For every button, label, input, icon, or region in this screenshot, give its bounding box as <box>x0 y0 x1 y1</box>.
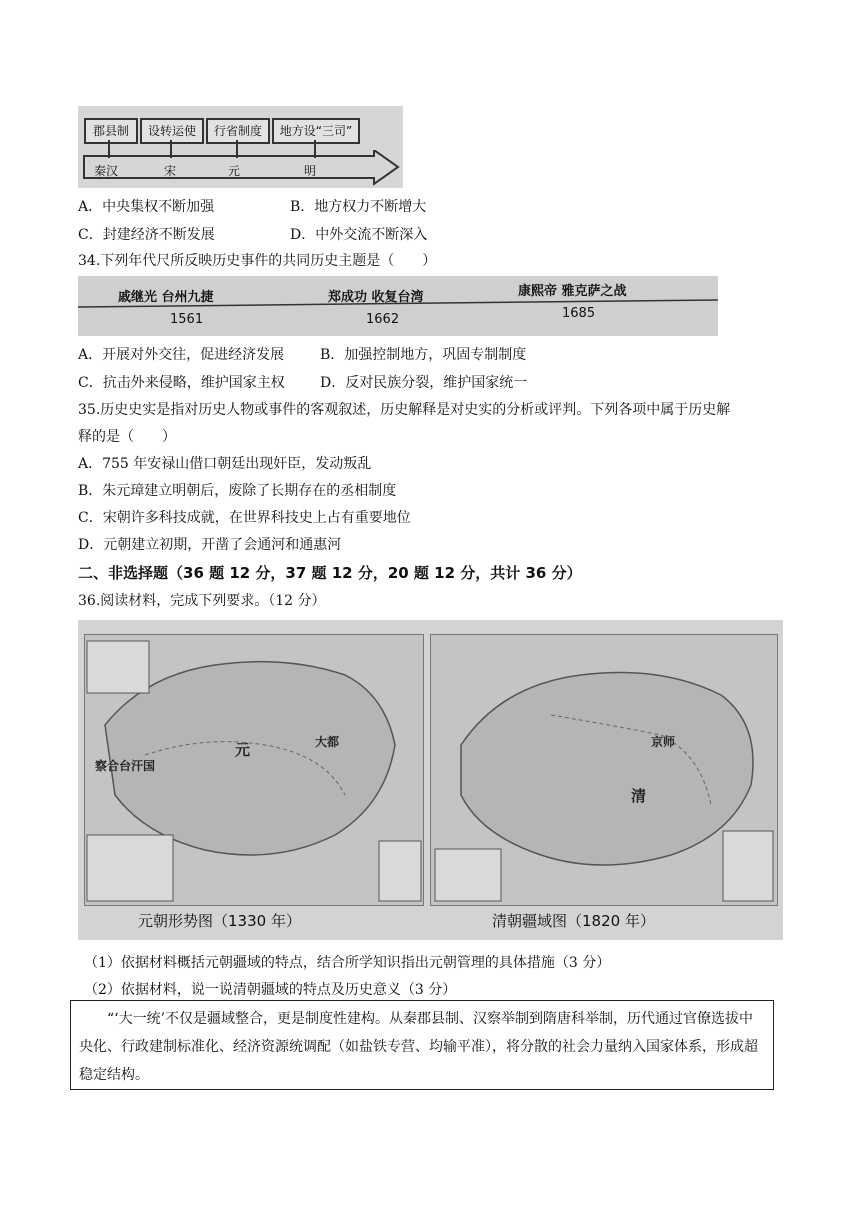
timeline-box: 行省制度 <box>206 118 270 144</box>
timeline-arrow <box>78 150 403 188</box>
q33-option-d: D．中外交流不断深入 <box>290 227 428 243</box>
timeline-era: 秦汉 <box>94 164 119 178</box>
map-label: 清 <box>631 787 647 805</box>
q35-stem-line1: 35.历史史实是指对历史人物或事件的客观叙述，历史解释是对史实的分析或评判。下列各项中属于历史解 <box>78 402 731 418</box>
q33-option-b: B．地方权力不断增大 <box>290 199 427 215</box>
q33-option-c: C．封建经济不断发展 <box>78 227 215 243</box>
q35-option-d: D．元朝建立初期，开凿了会通河和通惠河 <box>78 537 342 553</box>
map-label: 京师 <box>651 735 676 749</box>
yuan-map-caption: 元朝形势图（1330 年） <box>138 912 301 930</box>
q36-stem: 36.阅读材料，完成下列要求。（12 分） <box>78 593 326 609</box>
maps-figure <box>78 620 783 940</box>
section-heading: 二、非选择题（36 题 12 分，37 题 12 分，20 题 12 分，共计 36 分） <box>78 564 582 582</box>
event-year: 1685 <box>562 306 596 321</box>
q34-option-c: C．抗击外来侵略，维护国家主权 <box>78 375 285 391</box>
q35-option-b: B．朱元璋建立明朝后，废除了长期存在的丞相制度 <box>78 483 397 499</box>
qing-map-caption: 清朝疆域图（1820 年） <box>492 912 655 930</box>
q34-option-a: A．开展对外交往，促进经济发展 <box>78 347 285 363</box>
map-label: 察合台汗国 <box>95 759 156 773</box>
events-timeline-figure <box>78 276 718 336</box>
quote-box <box>70 1000 774 1090</box>
event-year: 1561 <box>170 312 204 327</box>
q33-option-a: A．中央集权不断加强 <box>78 199 215 215</box>
map-label: 大都 <box>315 735 340 749</box>
q35-option-c: C．宋朝许多科技成就，在世界科技史上占有重要地位 <box>78 510 411 526</box>
q36-sub2: （2）依据材料，说一说清朝疆域的特点及历史意义（3 分） <box>84 982 457 998</box>
q35-stem-line2: 释的是（ ） <box>78 429 176 445</box>
timeline-box: 设转运使 <box>140 118 204 144</box>
qing-map <box>430 634 778 906</box>
timeline-box: 地方设“三司” <box>272 118 360 144</box>
event-title: 郑成功 收复台湾 <box>328 290 424 305</box>
timeline-era: 元 <box>228 164 241 178</box>
event-year: 1662 <box>366 312 400 327</box>
event-title: 康熙帝 雅克萨之战 <box>518 284 627 299</box>
timeline-box: 郡县制 <box>84 118 138 144</box>
q34-option-b: B．加强控制地方，巩固专制制度 <box>320 347 527 363</box>
q36-sub1: （1）依据材料概括元朝疆域的特点，结合所学知识指出元朝管理的具体措施（3 分） <box>84 955 611 971</box>
timeline-era: 明 <box>304 164 317 178</box>
timeline-era: 宋 <box>164 164 177 178</box>
q34-option-d: D．反对民族分裂，维护国家统一 <box>320 375 528 391</box>
event-title: 戚继光 台州九捷 <box>118 290 214 305</box>
map-label: 元 <box>235 741 251 759</box>
q34-stem: 34.下列年代尺所反映历史事件的共同历史主题是（ ） <box>78 253 437 269</box>
yuan-map <box>84 634 424 906</box>
timeline-figure <box>78 106 403 188</box>
quote-text: “‘大一统’不仅是疆域整合，更是制度性建构。从秦郡县制、汉察举制到隋唐科举制，历代通过官僚选拔中央化、行政建制标准化、经济资源统调配（如盐铁专营、均输平准），将分散的社会力量纳入国家体系，形成超稳定结构。 <box>79 1011 758 1083</box>
q35-option-a: A．755 年安禄山借口朝廷出现奸臣，发动叛乱 <box>78 456 372 472</box>
qing-map-shape <box>431 635 777 905</box>
